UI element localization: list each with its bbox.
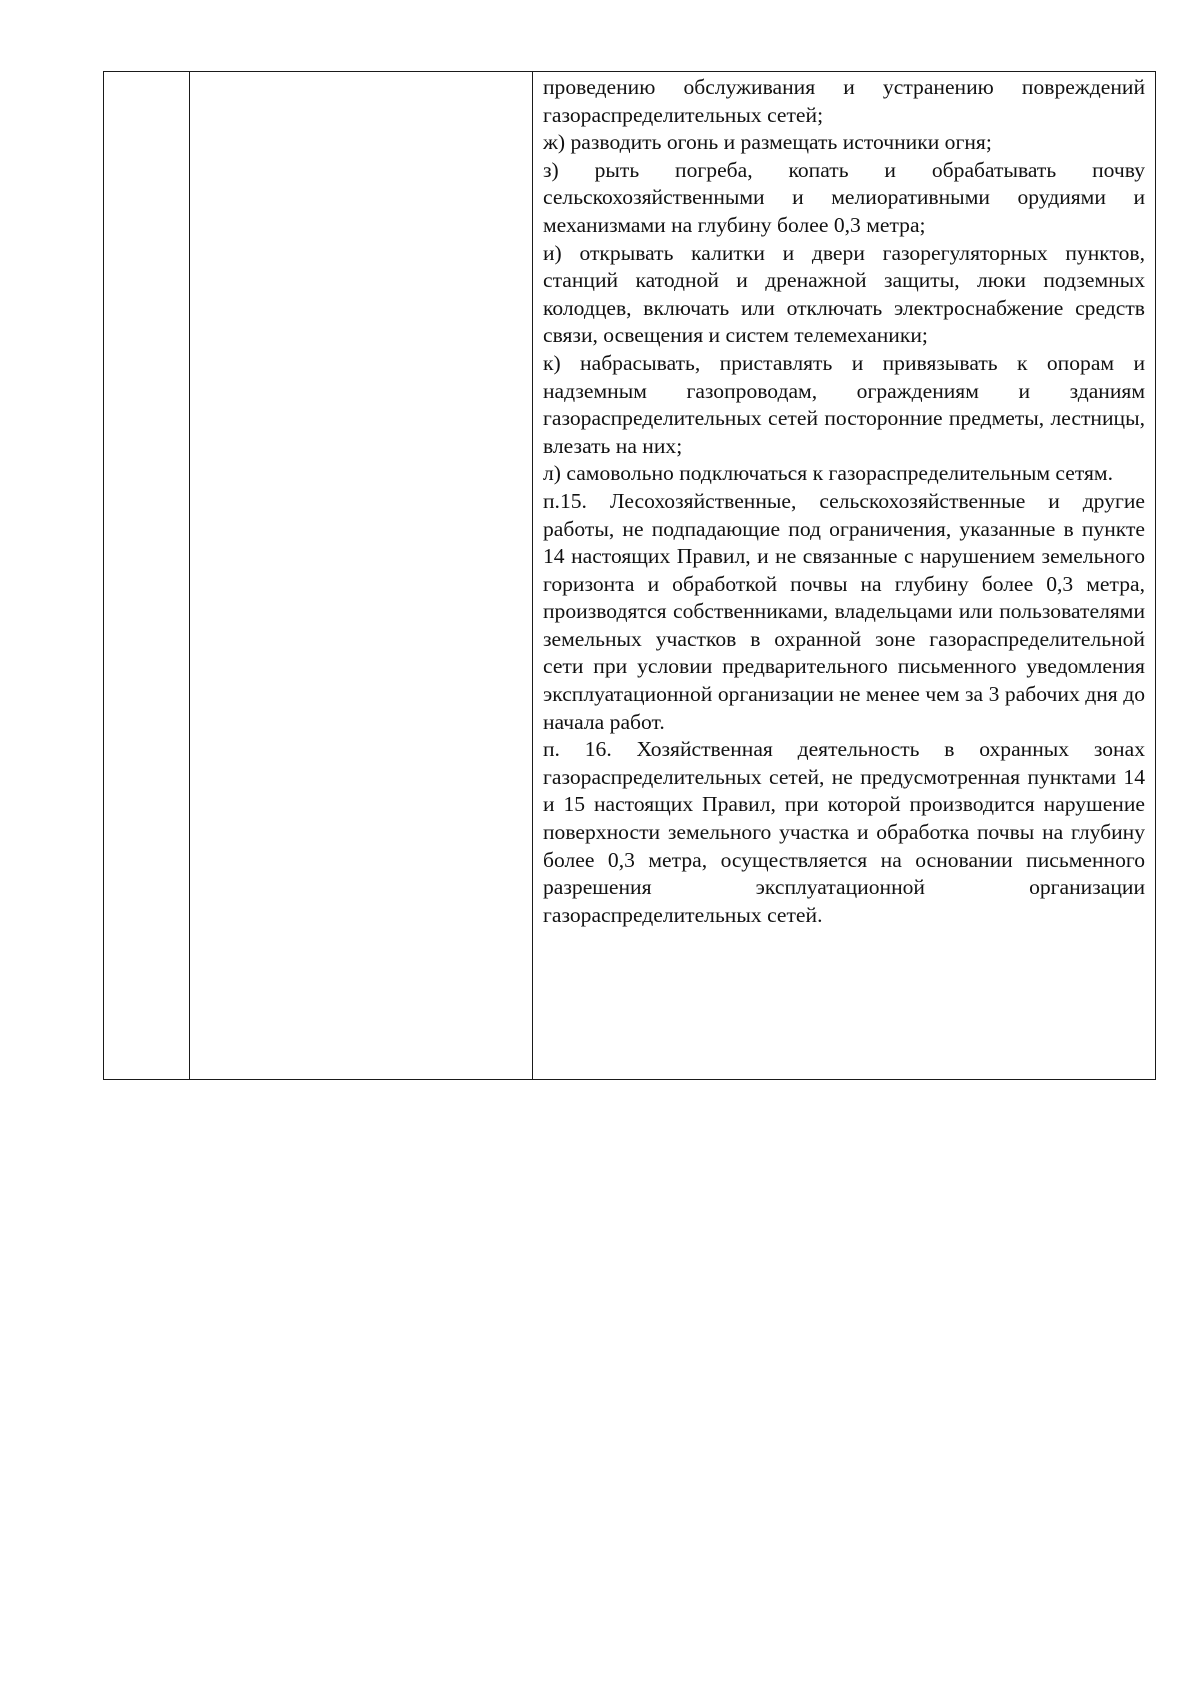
paragraph-clause-15: п.15. Лесохозяйственные, сельскохозяйственные и другие работы, не подпадающие под ограничения, указанные в пункте 14 настоящих Правил, и не связанные с нарушением земельного горизонта и обработкой почвы на глубину более 0,3 метра, производятся собственниками, владельцами или пользователями земельных участков в охранной зоне газораспределительной сети при условии предварительного письменного уведомления эксплуатационной организации не менее чем за 3 рабочих дня до начала работ. bbox=[543, 488, 1145, 734]
paragraph-item-zh: ж) разводить огонь и размещать источники огня; bbox=[543, 130, 992, 155]
row-text-cell bbox=[533, 72, 1156, 1080]
paragraph-continuation: проведению обслуживания и устранению повреждений газораспределительных сетей; bbox=[543, 75, 1145, 127]
table-row bbox=[104, 72, 1156, 1080]
paragraph-item-l: л) самовольно подключаться к газораспределительным сетям. bbox=[543, 461, 1113, 486]
row-name-cell bbox=[190, 72, 533, 1080]
paragraph-item-i: и) открывать калитки и двери газорегуляторных пунктов, станций катодной и дренажной защиты, люки подземных колодцев, включать или отключать электроснабжение средств связи, освещения и систем телемеханики; bbox=[543, 240, 1145, 348]
row-number-cell bbox=[104, 72, 190, 1080]
paragraph-item-k: к) набрасывать, приставлять и привязывать к опорам и надземным газопроводам, ограждениям и зданиям газораспределительных сетей посторонние предметы, лестницы, влезать на них; bbox=[543, 350, 1145, 458]
paragraph-clause-16: п. 16. Хозяйственная деятельность в охранных зонах газораспределительных сетей, не предусмотренная пунктами 14 и 15 настоящих Правил, при которой производится нарушение поверхности земельного участка и обработка почвы на глубину более 0,3 метра, осуществляется на основании письменного разрешения эксплуатационной организации газораспределительных сетей. bbox=[543, 737, 1145, 927]
document-table bbox=[103, 71, 1156, 1080]
restrictions-text bbox=[533, 72, 1155, 929]
paragraph-item-z: з) рыть погреба, копать и обрабатывать почву сельскохозяйственными и мелиоративными орудиями и механизмами на глубину более 0,3 метра; bbox=[543, 157, 1145, 237]
